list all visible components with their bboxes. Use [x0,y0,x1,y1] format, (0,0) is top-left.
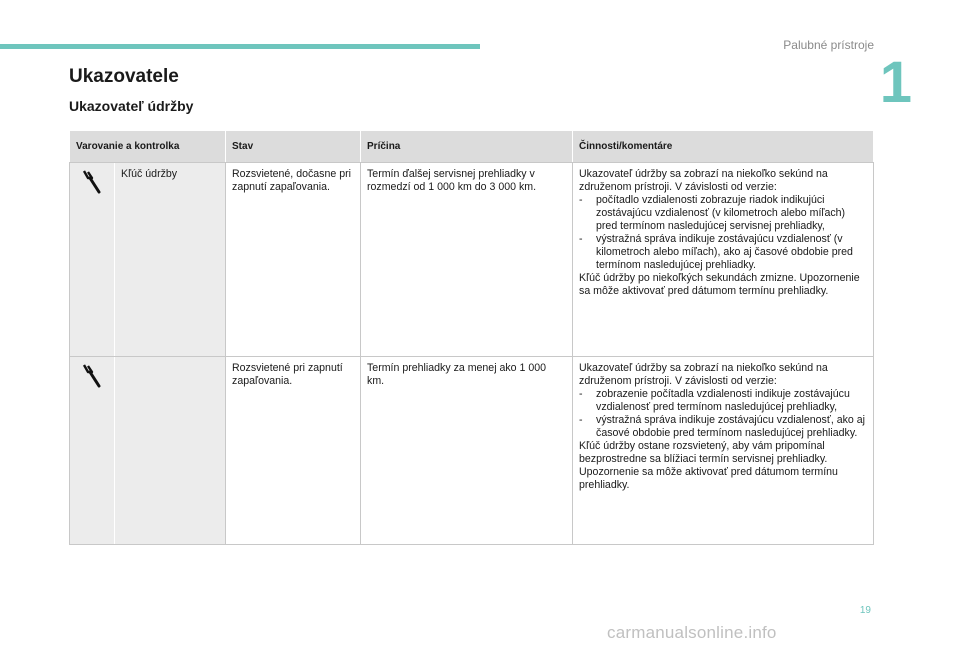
col-header-cinnosti: Činnosti/komentáre [573,131,874,163]
bullet-text: počítadlo vzdialenosti zobrazuje riadok indikujúci zostávajúcu vzdialenosť (v kilometroch alebo míľach) pred termínom nasledujúcej servisnej prehliadky, [596,194,846,232]
bullet-item [579,414,867,440]
maintenance-table [69,130,874,545]
wrench-icon [80,168,104,194]
cinnosti-cell [573,357,874,545]
wrench-icon [80,362,104,388]
page-number: 19 [859,605,871,616]
stav-cell: Rozsvietené pri zapnutí zapaľovania. [226,357,361,545]
warning-name: Kľúč údržby [115,163,226,357]
cinnosti-note: Kľúč údržby po niekoľkých sekundách zmizne. Upozornenie sa môže aktivovať pred dátumom termínu prehliadky. [579,272,860,297]
pricina-cell: Termín prehliadky za menej ako 1 000 km. [361,357,573,545]
pricina-cell: Termín ďalšej servisnej prehliadky v rozmedzí od 1 000 km do 3 000 km. [361,163,573,357]
table-header-row [70,131,874,163]
bullet-text: zobrazenie počítadla vzdialenosti indikuje zostávajúcu vzdialenosť pred termínom nasledujúcej prehliadky, [596,388,850,413]
col-header-stav: Stav [226,131,361,163]
section-title: Ukazovateľ údržby [69,98,194,114]
table-row [70,163,874,357]
bullet-marker: - [579,233,583,245]
watermark: carmanualsonline.info [607,623,777,642]
bullet-marker: - [579,388,583,400]
bullet-item [579,194,867,233]
col-header-pricina: Príčina [361,131,573,163]
bullet-text: výstražná správa indikuje zostávajúcu vzdialenosť, ako aj časové obdobie pred termínom nasledujúcej prehliadky. [596,414,865,439]
cinnosti-intro: Ukazovateľ údržby sa zobrazí na niekoľko sekúnd na združenom prístroji. V závislosti od verzie: [579,168,828,193]
icon-cell [70,163,115,357]
cinnosti-intro: Ukazovateľ údržby sa zobrazí na niekoľko sekúnd na združenom prístroji. V závislosti od verzie: [579,362,828,387]
warning-name [115,357,226,545]
table-row [70,357,874,545]
stav-cell: Rozsvietené, dočasne pri zapnutí zapaľovania. [226,163,361,357]
top-accent-bar [0,44,480,49]
chapter-number: 1 [879,50,912,115]
icon-cell [70,357,115,545]
bullet-item [579,233,867,272]
cinnosti-cell [573,163,874,357]
bullet-text: výstražná správa indikuje zostávajúcu vzdialenosť (v kilometroch alebo míľach), ako aj časové obdobie pred termínom nasledujúcej prehliadky. [596,233,853,271]
col-header-warning: Varovanie a kontrolka [70,131,226,163]
running-header: Palubné prístroje [783,38,874,52]
bullet-marker: - [579,194,583,206]
cinnosti-note: Kľúč údržby ostane rozsvietený, aby vám pripomínal bezprostredne sa blížiaci termín servisnej prehliadky. Upozornenie sa môže aktivovať pred dátumom termínu prehliadky. [579,440,838,491]
bullet-marker: - [579,414,583,426]
bullet-item [579,388,867,414]
page-title: Ukazovatele [69,66,179,87]
